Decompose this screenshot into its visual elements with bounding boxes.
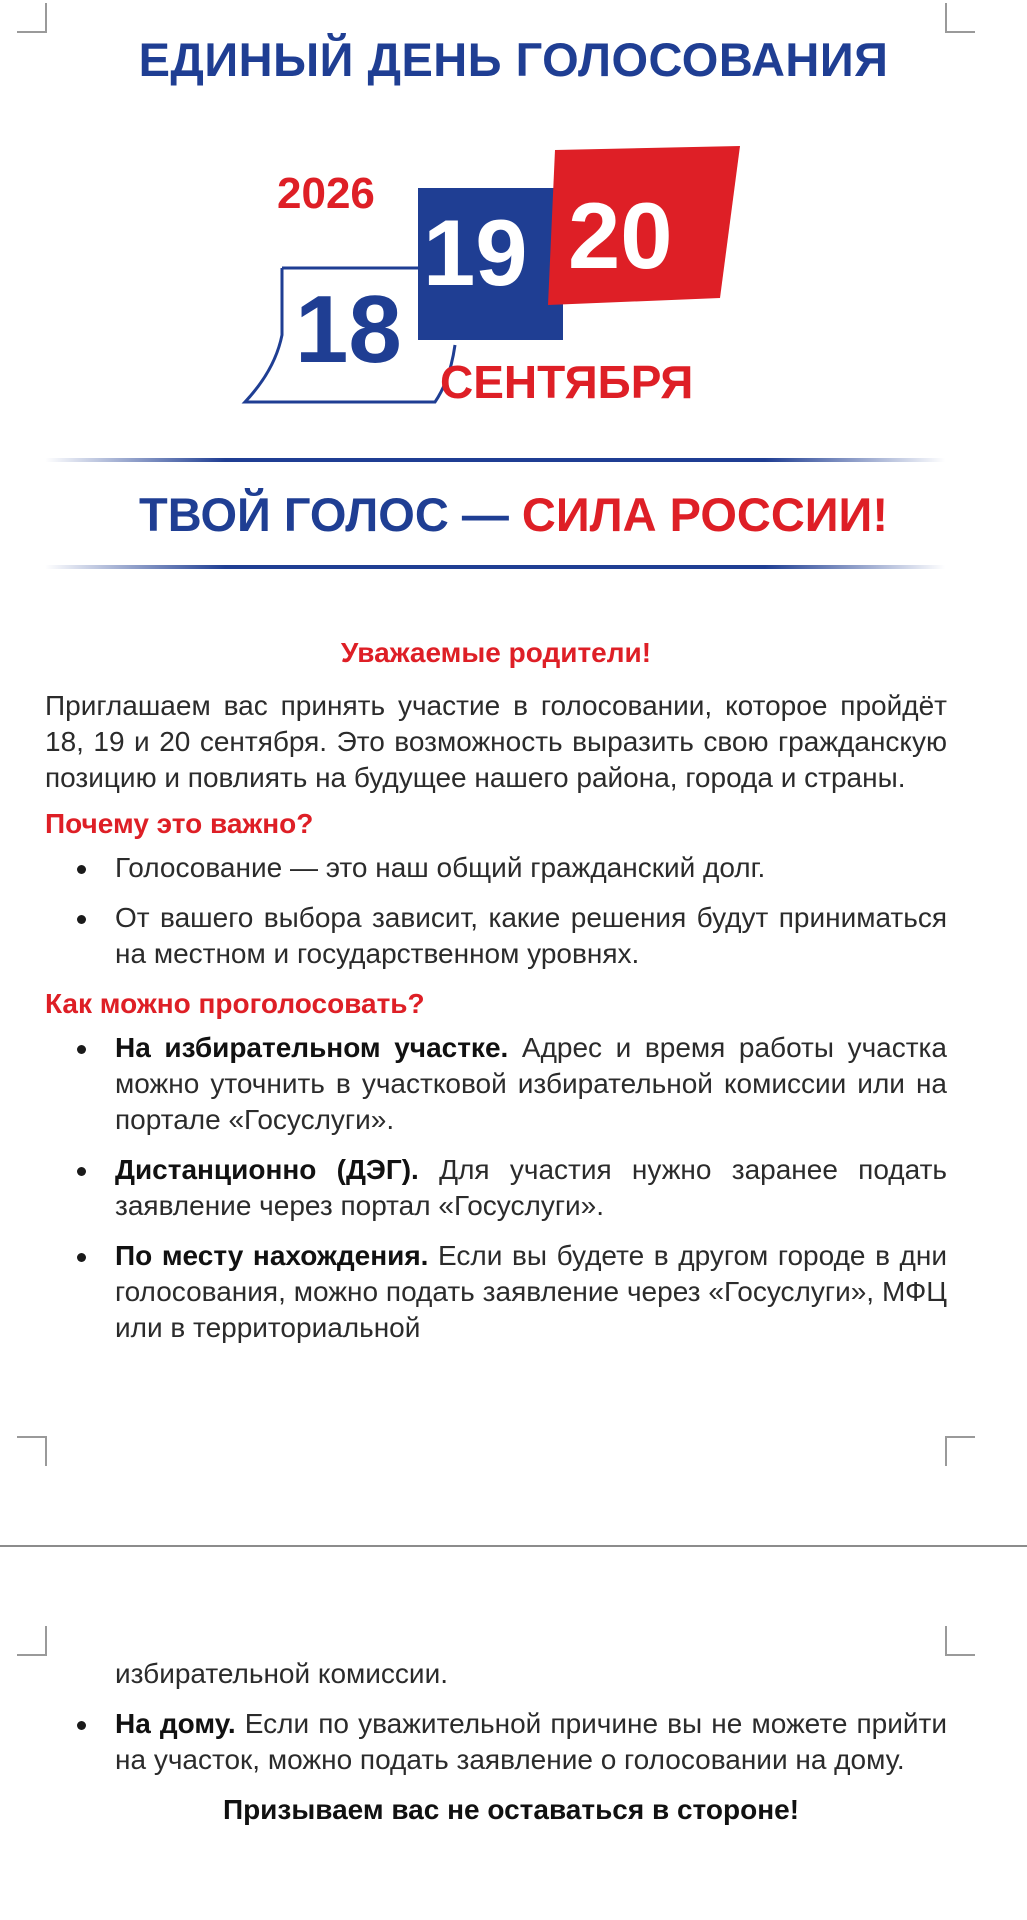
bullet-icon [77, 915, 86, 924]
list-item-continuation: избирательной комиссии. [115, 1658, 448, 1689]
list-item: По месту нахождения. Если вы будете в другом городе в дни голосования, можно подать заявление через «Госуслуги», МФЦ или в территориальной [115, 1238, 947, 1346]
list-item: На дому. Если по уважительной причине вы не можете прийти на участок, можно подать заявление о голосовании на дому. [115, 1706, 947, 1778]
list-item: Голосование — это наш общий гражданский долг. [115, 850, 947, 886]
logo-month: СЕНТЯБРЯ [440, 356, 694, 408]
list-item: Дистанционно (ДЭГ). Для участия нужно заранее подать заявление через портал «Госуслуги». [115, 1152, 947, 1224]
letter-body-page2 [45, 1656, 947, 1856]
election-dates-logo [235, 140, 755, 410]
slogan-top-rule [45, 458, 945, 462]
crop-mark-top-right-page2 [945, 1626, 975, 1656]
list-item-bold: На избирательном участке. [115, 1032, 509, 1063]
list-item-bold: Дистанционно (ДЭГ). [115, 1154, 419, 1185]
bullet-icon [77, 1045, 86, 1054]
crop-mark-top-left [17, 3, 47, 33]
intro-paragraph: Приглашаем вас принять участие в голосовании, которое пройдёт 18, 19 и 20 сентября. Это возможность выразить свою гражданскую позицию и повлиять на будущее нашего района, города и страны. [45, 690, 947, 793]
slogan-part-red: СИЛА РОССИИ! [521, 488, 888, 541]
list-item: На избирательном участке. Адрес и время работы участка можно уточнить в участковой избирательной комиссии или на портале «Госуслуги». [115, 1030, 947, 1138]
bullet-icon [77, 1721, 86, 1730]
letter-body [45, 635, 947, 1360]
how-list-continued [45, 1706, 947, 1778]
slogan-bottom-rule [45, 565, 945, 569]
slogan [0, 487, 1027, 542]
page-break-divider [0, 1545, 1027, 1547]
crop-mark-bottom-left [17, 1436, 47, 1466]
bullet-icon [77, 865, 86, 874]
why-heading: Почему это важно? [45, 808, 314, 839]
logo-day-18: 18 [295, 276, 402, 383]
crop-mark-bottom-right [945, 1436, 975, 1466]
slogan-part-blue: ТВОЙ ГОЛОС — [139, 488, 522, 541]
logo-day-19: 19 [423, 200, 528, 305]
bullet-icon [77, 1253, 86, 1262]
list-item-bold: На дому. [115, 1708, 236, 1739]
greeting: Уважаемые родители! [340, 637, 652, 668]
bullet-icon [77, 1167, 86, 1176]
how-list [45, 1030, 947, 1346]
logo-day-20: 20 [568, 183, 673, 288]
crop-mark-top-left-page2 [17, 1626, 47, 1656]
crop-mark-top-right [945, 3, 975, 33]
list-item-bold: По месту нахождения. [115, 1240, 429, 1271]
page-title: ЕДИНЫЙ ДЕНЬ ГОЛОСОВАНИЯ [138, 33, 889, 86]
list-item: От вашего выбора зависит, какие решения будут приниматься на местном и государственном уровнях. [115, 900, 947, 972]
closing-call: Призываем вас не оставаться в стороне! [222, 1794, 800, 1825]
logo-year: 2026 [277, 169, 375, 218]
how-heading: Как можно проголосовать? [45, 988, 425, 1019]
why-list [45, 850, 947, 972]
